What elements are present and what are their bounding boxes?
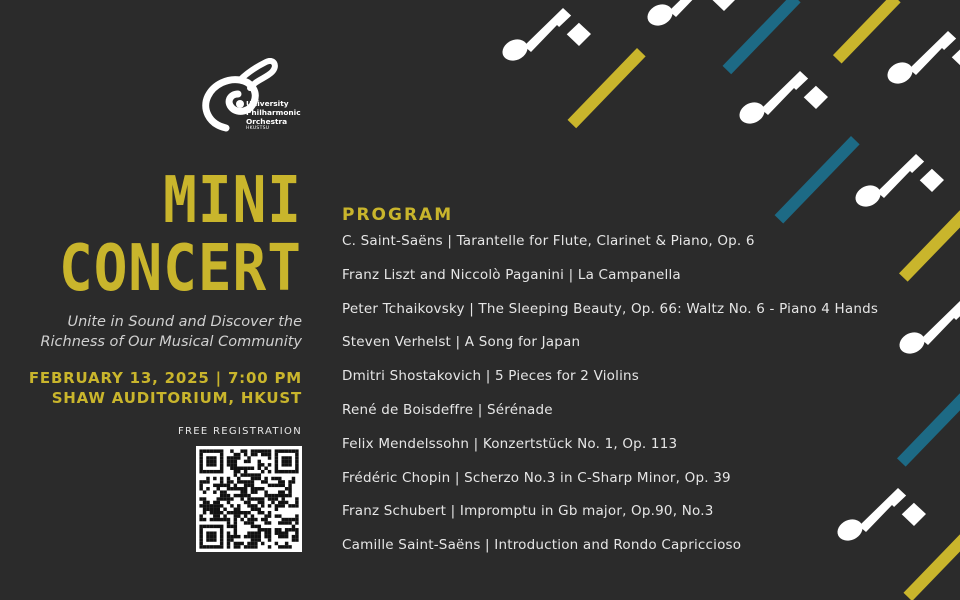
program-item: C. Saint-Saëns | Tarantelle for Flute, Clarinet & Piano, Op. 6 bbox=[342, 233, 755, 249]
tagline-line-1: Unite in Sound and Discover the bbox=[67, 314, 302, 330]
event-venue: SHAW AUDITORIUM, HKUST bbox=[51, 389, 302, 407]
tagline bbox=[0, 312, 302, 352]
eighth-notes-icon bbox=[852, 154, 944, 211]
event-info bbox=[0, 368, 302, 408]
tagline-line-2: Richness of Our Musical Community bbox=[40, 334, 302, 350]
title-line-2: CONCERT bbox=[58, 231, 302, 307]
gold-stripe bbox=[899, 205, 960, 282]
organizer-subline: HKUSTSU bbox=[246, 126, 270, 131]
qr-code-icon[interactable] bbox=[196, 446, 302, 552]
gold-stripe bbox=[903, 528, 960, 600]
organizer-line: University bbox=[246, 99, 289, 108]
organizer-logo-text bbox=[246, 99, 301, 132]
teal-stripe bbox=[775, 136, 860, 223]
concert-title bbox=[58, 163, 302, 307]
program-item: Franz Schubert | Impromptu in Gb major, Op.90, No.3 bbox=[342, 503, 714, 520]
eighth-notes-icon bbox=[884, 31, 960, 88]
program-item: Franz Liszt and Niccolò Paganini | La Campanella bbox=[342, 266, 681, 283]
program-item: Felix Mendelssohn | Konzertstück No. 1, Op. 113 bbox=[342, 435, 678, 452]
gold-stripe bbox=[568, 48, 646, 128]
program-item: Dmitri Shostakovich | 5 Pieces for 2 Violins bbox=[342, 368, 640, 385]
eighth-notes-icon bbox=[736, 71, 828, 128]
registration-label: FREE REGISTRATION bbox=[177, 426, 302, 437]
event-datetime: FEBRUARY 13, 2025 | 7:00 PM bbox=[28, 369, 302, 387]
title-line-1: MINI bbox=[163, 163, 302, 239]
gold-stripe bbox=[833, 0, 901, 63]
program-item: René de Boisdeffre | Sérénade bbox=[342, 401, 553, 418]
eighth-notes-icon bbox=[499, 8, 591, 65]
program-item: Camille Saint-Saëns | Introduction and Rondo Capriccioso bbox=[342, 537, 742, 554]
program-heading: PROGRAM bbox=[342, 205, 454, 225]
program-item: Peter Tchaikovsky | The Sleeping Beauty, Op. 66: Waltz No. 6 - Piano 4 Hands bbox=[342, 300, 879, 317]
eighth-notes-icon bbox=[896, 301, 960, 358]
eighth-notes-icon bbox=[644, 0, 736, 30]
organizer-line: Philharmonic bbox=[246, 108, 301, 117]
teal-stripe bbox=[897, 390, 960, 467]
program-item: Frédéric Chopin | Scherzo No.3 in C-Sharp Minor, Op. 39 bbox=[342, 469, 731, 486]
program-list bbox=[342, 230, 878, 568]
program-item: Steven Verhelst | A Song for Japan bbox=[342, 334, 581, 351]
organizer-line: Orchestra bbox=[246, 117, 288, 126]
teal-stripe bbox=[723, 0, 801, 74]
